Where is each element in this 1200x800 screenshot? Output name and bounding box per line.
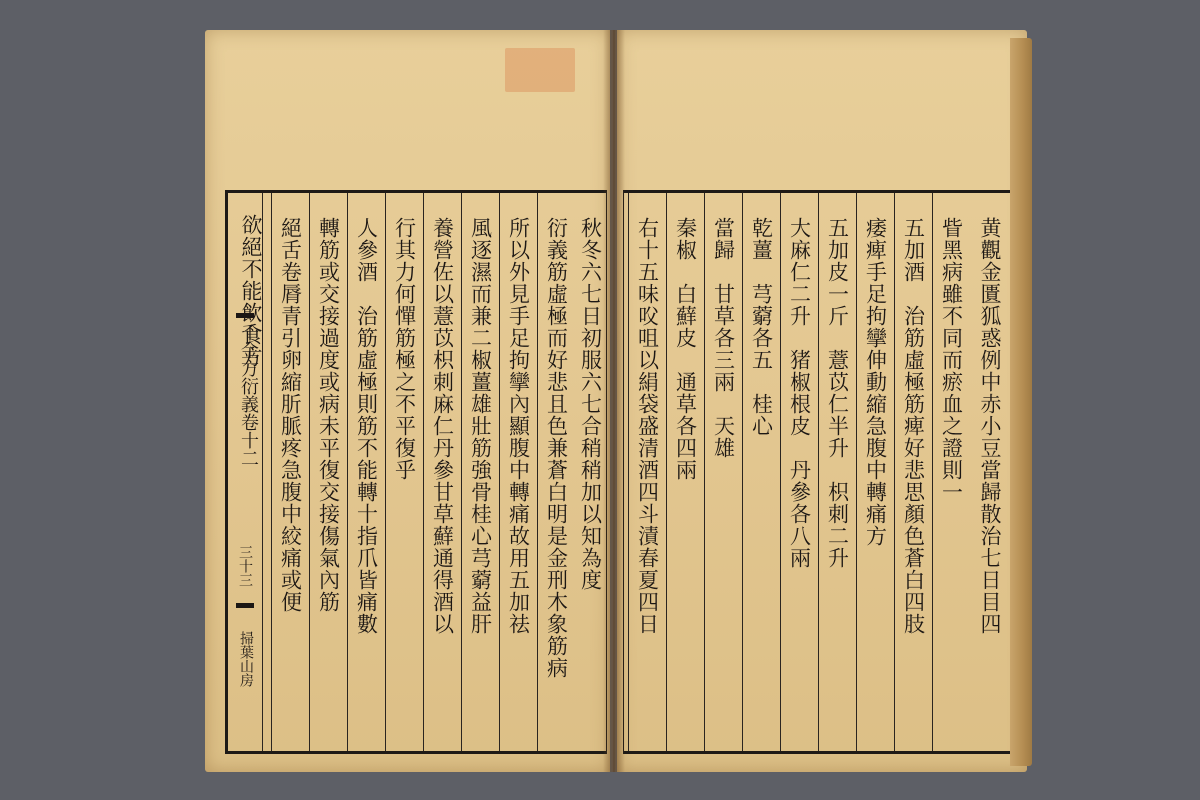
page-number: 三十三 (237, 545, 253, 587)
text-column: 養營佐以薏苡枳刺麻仁丹參甘草蘚通得酒以 (423, 193, 461, 751)
book-title: 千金方衍義卷十二 (238, 323, 259, 467)
page-edges (1010, 38, 1032, 766)
text-column: 大麻仁二升 猪椒根皮 丹參各八兩 (780, 193, 818, 751)
text-column: 行其力何憚筋極之不平復乎 (385, 193, 423, 751)
left-text-frame (225, 190, 607, 754)
text-column-last: 欲絕不能飲食方 (239, 214, 263, 368)
book-gutter (603, 30, 625, 772)
text-column: 風逐濕而兼二椒薑雄壯筋強骨桂心芎藭益肝 (461, 193, 499, 751)
text-column: 五加皮一斤 薏苡仁半升 枳刺二升 (818, 193, 856, 751)
text-column: 痿痺手足拘攣伸動縮急腹中轉痛方 (856, 193, 894, 751)
text-column: 右十五味㕮咀以絹袋盛清酒四斗漬春夏四日 (628, 193, 666, 751)
right-text-frame (623, 190, 1013, 754)
text-column: 絕舌卷脣青引卵縮肵脈疼急腹中絞痛或便 (271, 193, 309, 751)
text-column: 人參酒 治筋虛極則筋不能轉十指爪皆痛數 (347, 193, 385, 751)
text-column: 所以外見手足拘攣內顯腹中轉痛故用五加祛 (499, 193, 537, 751)
text-column: 秋冬六七日初服六七合稍稍加以知為度 (578, 217, 603, 591)
text-column: 黄觀金匱狐惑例中赤小豆當歸散治七日目四 (978, 217, 1002, 635)
text-column: 眥黑病雖不同而瘀血之證則一 (932, 193, 970, 751)
text-column: 當歸 甘草各三兩 天雄 (704, 193, 742, 751)
publisher: 掃葉山房 (238, 631, 254, 687)
right-page (617, 30, 1027, 772)
text-column: 衍義筋虛極而好悲且色兼蒼白明是金刑木象筋病 (537, 193, 575, 751)
open-book (205, 30, 1035, 772)
text-column: 乾薑 芎藭各五 桂心 (742, 193, 780, 751)
library-stamp (505, 48, 575, 92)
text-column: 秦椒 白蘚皮 通草各四兩 (666, 193, 704, 751)
text-column: 轉筋或交接過度或病未平復交接傷氣內筋 (309, 193, 347, 751)
text-column: 五加酒 治筋虛極筋痺好悲思顏色蒼白四肢 (894, 193, 932, 751)
